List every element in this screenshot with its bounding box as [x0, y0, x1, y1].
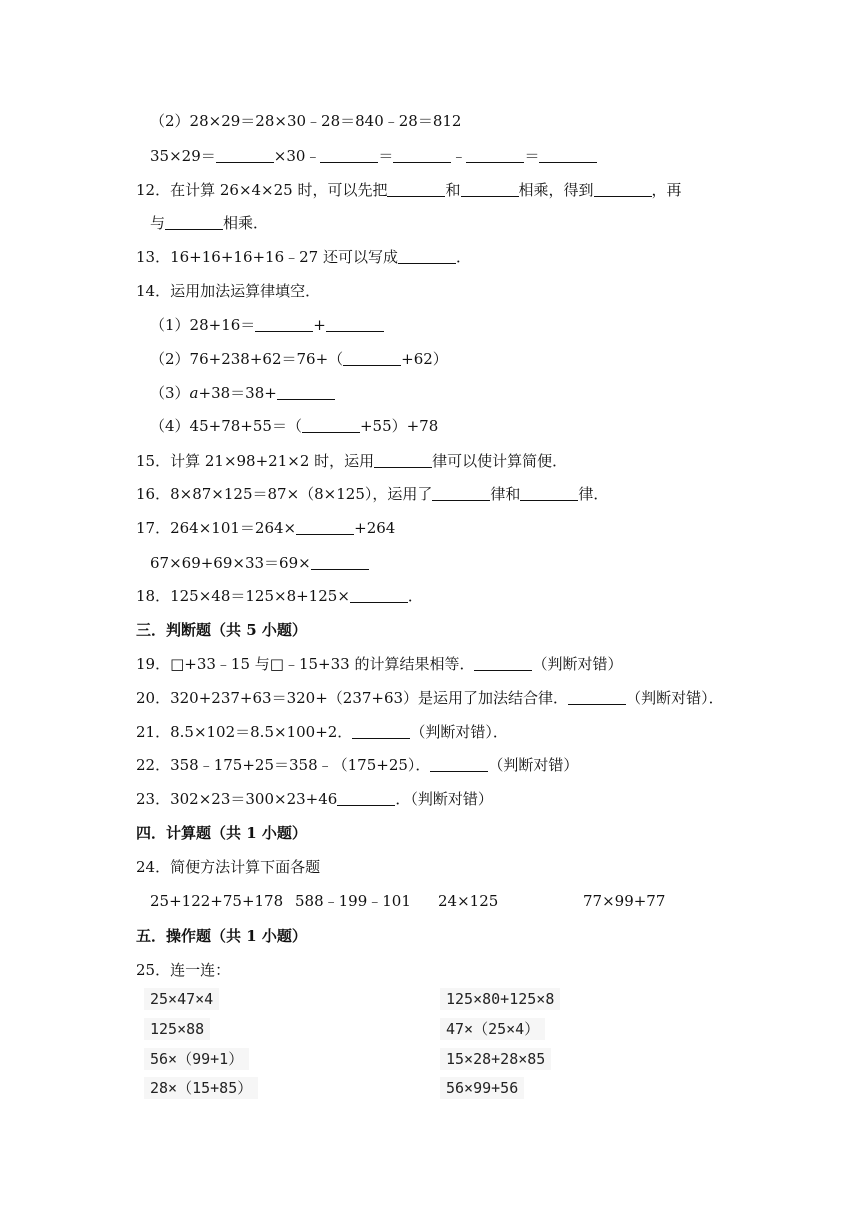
- blank[interactable]: [320, 148, 378, 163]
- blank[interactable]: [432, 486, 490, 501]
- question-19: 19．□+33﹣15 与□﹣15+33 的计算结果相等． （判断对错）: [136, 655, 623, 673]
- question-18: 18．125×48＝125×8+125× ．: [136, 587, 423, 605]
- blank[interactable]: [350, 588, 408, 603]
- blank[interactable]: [343, 351, 401, 366]
- section-4-heading: 四．计算题（共 1 小题）: [136, 824, 307, 842]
- blank[interactable]: [568, 690, 626, 705]
- calc-item: 588﹣199﹣101: [295, 892, 411, 910]
- question-14-1: （1）28+16＝ +: [150, 315, 384, 335]
- question-25: 25．连一连：: [136, 961, 231, 979]
- question-23: 23．302×23＝300×23+46 ．（判断对错）: [136, 790, 493, 808]
- blank[interactable]: [352, 724, 410, 739]
- match-left-item[interactable]: 28×（15+85）: [144, 1077, 258, 1099]
- fill-line-35x29: 35×29＝ ×30﹣ ＝ ﹣ ＝: [150, 146, 597, 166]
- question-24: 24．简便方法计算下面各题: [136, 858, 321, 876]
- question-15: 15．计算 21×98+21×2 时，运用 律可以使计算简便．: [136, 452, 568, 470]
- question-12: 12．在计算 26×4×25 时，可以先把 和 相乘，得到 ，再: [136, 181, 682, 199]
- blank[interactable]: [398, 249, 456, 264]
- example-line: （2）28×29＝28×30﹣28＝840﹣28＝812: [150, 112, 462, 130]
- blank[interactable]: [466, 148, 524, 163]
- match-right-item[interactable]: 15×28+28×85: [440, 1048, 551, 1070]
- blank[interactable]: [474, 656, 532, 671]
- calc-item: 77×99+77: [583, 892, 666, 910]
- question-20: 20．320+237+63＝320+（237+63）是运用了加法结合律． （判断对错）．: [136, 689, 724, 707]
- blank[interactable]: [165, 215, 223, 230]
- blank[interactable]: [337, 791, 395, 806]
- question-17-b: 67×69+69×33＝69×: [150, 553, 369, 573]
- blank[interactable]: [594, 182, 652, 197]
- blank[interactable]: [430, 757, 488, 772]
- blank[interactable]: [461, 182, 519, 197]
- blank[interactable]: [393, 148, 451, 163]
- question-14-4: （4）45+78+55＝（ +55）+78: [150, 417, 439, 435]
- blank[interactable]: [539, 148, 597, 163]
- question-16: 16．8×87×125＝87×（8×125），运用了 律和 律．: [136, 485, 609, 503]
- question-14: 14．运用加法运算律填空．: [136, 282, 321, 300]
- blank[interactable]: [520, 486, 578, 501]
- blank[interactable]: [216, 148, 274, 163]
- section-3-heading: 三．判断题（共 5 小题）: [136, 621, 307, 639]
- match-left-item[interactable]: 125×88: [144, 1018, 210, 1040]
- match-left-item[interactable]: 25×47×4: [144, 988, 219, 1010]
- blank[interactable]: [387, 182, 445, 197]
- section-5-heading: 五．操作题（共 1 小题）: [136, 927, 307, 945]
- blank[interactable]: [302, 418, 360, 433]
- question-22: 22．358﹣175+25＝358﹣（175+25）． （判断对错）: [136, 756, 579, 774]
- match-left-item[interactable]: 56×（99+1）: [144, 1048, 249, 1070]
- question-21: 21．8.5×102＝8.5×100+2． （判断对错）．: [136, 723, 508, 741]
- blank[interactable]: [374, 453, 432, 468]
- match-right-item[interactable]: 125×80+125×8: [440, 988, 560, 1010]
- question-17: 17．264×101＝264× +264: [136, 519, 396, 537]
- blank[interactable]: [326, 317, 384, 332]
- blank[interactable]: [255, 317, 313, 332]
- match-right-item[interactable]: 47×（25×4）: [440, 1018, 545, 1040]
- question-14-2: （2）76+238+62＝76+（ +62）: [150, 350, 448, 368]
- question-13: 13．16+16+16+16﹣27 还可以写成 ．: [136, 248, 472, 266]
- question-14-3: （3）a+38＝38+: [150, 383, 335, 403]
- blank[interactable]: [296, 520, 354, 535]
- blank[interactable]: [277, 385, 335, 400]
- calc-item: 25+122+75+178: [150, 892, 284, 910]
- calc-item: 24×125: [438, 892, 499, 910]
- blank[interactable]: [311, 555, 369, 570]
- match-right-item[interactable]: 56×99+56: [440, 1077, 524, 1099]
- question-12-cont: 与 相乘．: [150, 214, 269, 232]
